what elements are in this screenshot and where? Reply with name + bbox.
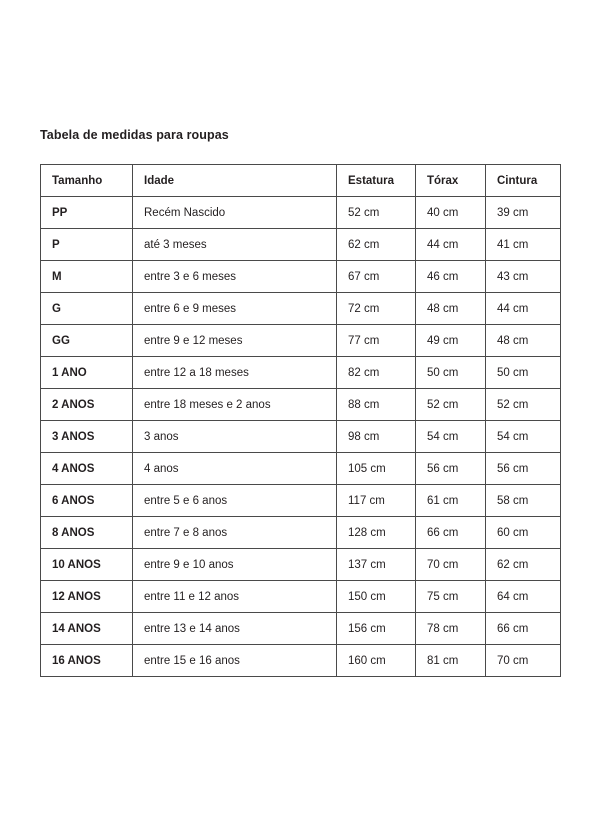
table-row [41, 197, 561, 229]
table-row [41, 549, 561, 581]
column-header-cintura: Cintura [486, 165, 561, 197]
cell-chest: 40 cm [416, 197, 486, 229]
cell-waist: 39 cm [486, 197, 561, 229]
cell-size: 14 ANOS [41, 613, 133, 645]
table-row [41, 645, 561, 677]
cell-chest: 66 cm [416, 517, 486, 549]
cell-height: 150 cm [337, 581, 416, 613]
table-body [41, 197, 561, 677]
cell-age: entre 9 e 12 meses [133, 325, 337, 357]
size-chart-container [40, 164, 560, 677]
cell-height: 105 cm [337, 453, 416, 485]
cell-height: 77 cm [337, 325, 416, 357]
cell-waist: 44 cm [486, 293, 561, 325]
cell-size: M [41, 261, 133, 293]
cell-size: 12 ANOS [41, 581, 133, 613]
cell-waist: 54 cm [486, 421, 561, 453]
cell-age: 4 anos [133, 453, 337, 485]
cell-size: 16 ANOS [41, 645, 133, 677]
cell-waist: 58 cm [486, 485, 561, 517]
cell-waist: 48 cm [486, 325, 561, 357]
cell-age: 3 anos [133, 421, 337, 453]
table-row [41, 293, 561, 325]
cell-height: 88 cm [337, 389, 416, 421]
table-row [41, 613, 561, 645]
cell-age: entre 15 e 16 anos [133, 645, 337, 677]
cell-height: 82 cm [337, 357, 416, 389]
cell-height: 160 cm [337, 645, 416, 677]
cell-waist: 70 cm [486, 645, 561, 677]
cell-height: 98 cm [337, 421, 416, 453]
cell-age: entre 13 e 14 anos [133, 613, 337, 645]
cell-waist: 50 cm [486, 357, 561, 389]
cell-chest: 70 cm [416, 549, 486, 581]
cell-waist: 52 cm [486, 389, 561, 421]
cell-age: entre 6 e 9 meses [133, 293, 337, 325]
cell-age: entre 12 a 18 meses [133, 357, 337, 389]
column-header-estatura: Estatura [337, 165, 416, 197]
cell-height: 137 cm [337, 549, 416, 581]
cell-height: 156 cm [337, 613, 416, 645]
cell-height: 67 cm [337, 261, 416, 293]
table-row [41, 485, 561, 517]
cell-chest: 81 cm [416, 645, 486, 677]
size-chart-table [40, 164, 561, 677]
cell-chest: 49 cm [416, 325, 486, 357]
cell-chest: 54 cm [416, 421, 486, 453]
column-header-torax: Tórax [416, 165, 486, 197]
cell-age: entre 3 e 6 meses [133, 261, 337, 293]
cell-chest: 44 cm [416, 229, 486, 261]
cell-chest: 50 cm [416, 357, 486, 389]
cell-chest: 48 cm [416, 293, 486, 325]
cell-size: G [41, 293, 133, 325]
cell-waist: 66 cm [486, 613, 561, 645]
cell-size: 1 ANO [41, 357, 133, 389]
cell-waist: 64 cm [486, 581, 561, 613]
page-title: Tabela de medidas para roupas [40, 128, 229, 142]
cell-size: PP [41, 197, 133, 229]
cell-chest: 78 cm [416, 613, 486, 645]
cell-size: 2 ANOS [41, 389, 133, 421]
cell-height: 62 cm [337, 229, 416, 261]
cell-age: entre 18 meses e 2 anos [133, 389, 337, 421]
cell-size: 8 ANOS [41, 517, 133, 549]
cell-age: Recém Nascido [133, 197, 337, 229]
cell-size: 4 ANOS [41, 453, 133, 485]
cell-size: 10 ANOS [41, 549, 133, 581]
cell-age: entre 7 e 8 anos [133, 517, 337, 549]
table-row [41, 229, 561, 261]
cell-size: P [41, 229, 133, 261]
table-row [41, 581, 561, 613]
cell-age: até 3 meses [133, 229, 337, 261]
cell-height: 128 cm [337, 517, 416, 549]
cell-waist: 60 cm [486, 517, 561, 549]
table-row [41, 325, 561, 357]
cell-size: 6 ANOS [41, 485, 133, 517]
cell-waist: 62 cm [486, 549, 561, 581]
cell-chest: 56 cm [416, 453, 486, 485]
cell-waist: 56 cm [486, 453, 561, 485]
cell-height: 72 cm [337, 293, 416, 325]
table-row [41, 389, 561, 421]
cell-chest: 61 cm [416, 485, 486, 517]
table-header-row [41, 165, 561, 197]
table-row [41, 421, 561, 453]
cell-waist: 41 cm [486, 229, 561, 261]
table-row [41, 453, 561, 485]
cell-chest: 52 cm [416, 389, 486, 421]
cell-age: entre 11 e 12 anos [133, 581, 337, 613]
table-row [41, 261, 561, 293]
cell-waist: 43 cm [486, 261, 561, 293]
table-row [41, 517, 561, 549]
cell-size: GG [41, 325, 133, 357]
cell-chest: 75 cm [416, 581, 486, 613]
cell-size: 3 ANOS [41, 421, 133, 453]
table-row [41, 357, 561, 389]
column-header-tamanho: Tamanho [41, 165, 133, 197]
cell-height: 52 cm [337, 197, 416, 229]
cell-age: entre 5 e 6 anos [133, 485, 337, 517]
column-header-idade: Idade [133, 165, 337, 197]
cell-height: 117 cm [337, 485, 416, 517]
cell-age: entre 9 e 10 anos [133, 549, 337, 581]
cell-chest: 46 cm [416, 261, 486, 293]
